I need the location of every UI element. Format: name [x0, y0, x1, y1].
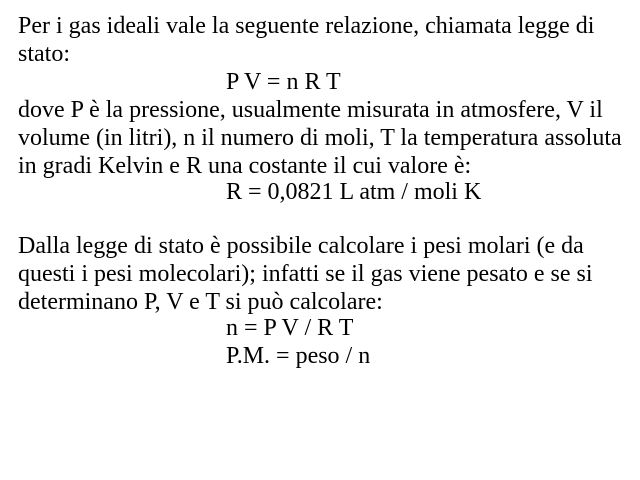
paragraph1-line3: dove P è la pressione, usualmente misurata in atmosfere, V il: [18, 97, 603, 123]
paragraph1-line5: in gradi Kelvin e R una costante il cui valore è:: [18, 153, 472, 179]
molar-mass-formula: P.M. = peso / n: [226, 343, 371, 369]
paragraph2-line1: Dalla legge di stato è possibile calcolare i pesi molari (e da: [18, 233, 584, 259]
paragraph2-line3: determinano P, V e T si può calcolare:: [18, 289, 383, 315]
paragraph1-line1: Per i gas ideali vale la seguente relazione, chiamata legge di: [18, 13, 595, 39]
paragraph1-line2: stato:: [18, 41, 70, 67]
paragraph1-line4: volume (in litri), n il numero di moli, T la temperatura assoluta: [18, 125, 622, 151]
paragraph2-line2: questi i pesi molecolari); infatti se il gas viene pesato e se si: [18, 261, 593, 287]
moles-formula: n = P V / R T: [226, 315, 354, 341]
gas-constant: R = 0,0821 L atm / moli K: [226, 179, 482, 205]
ideal-gas-formula: P V = n R T: [226, 69, 341, 95]
